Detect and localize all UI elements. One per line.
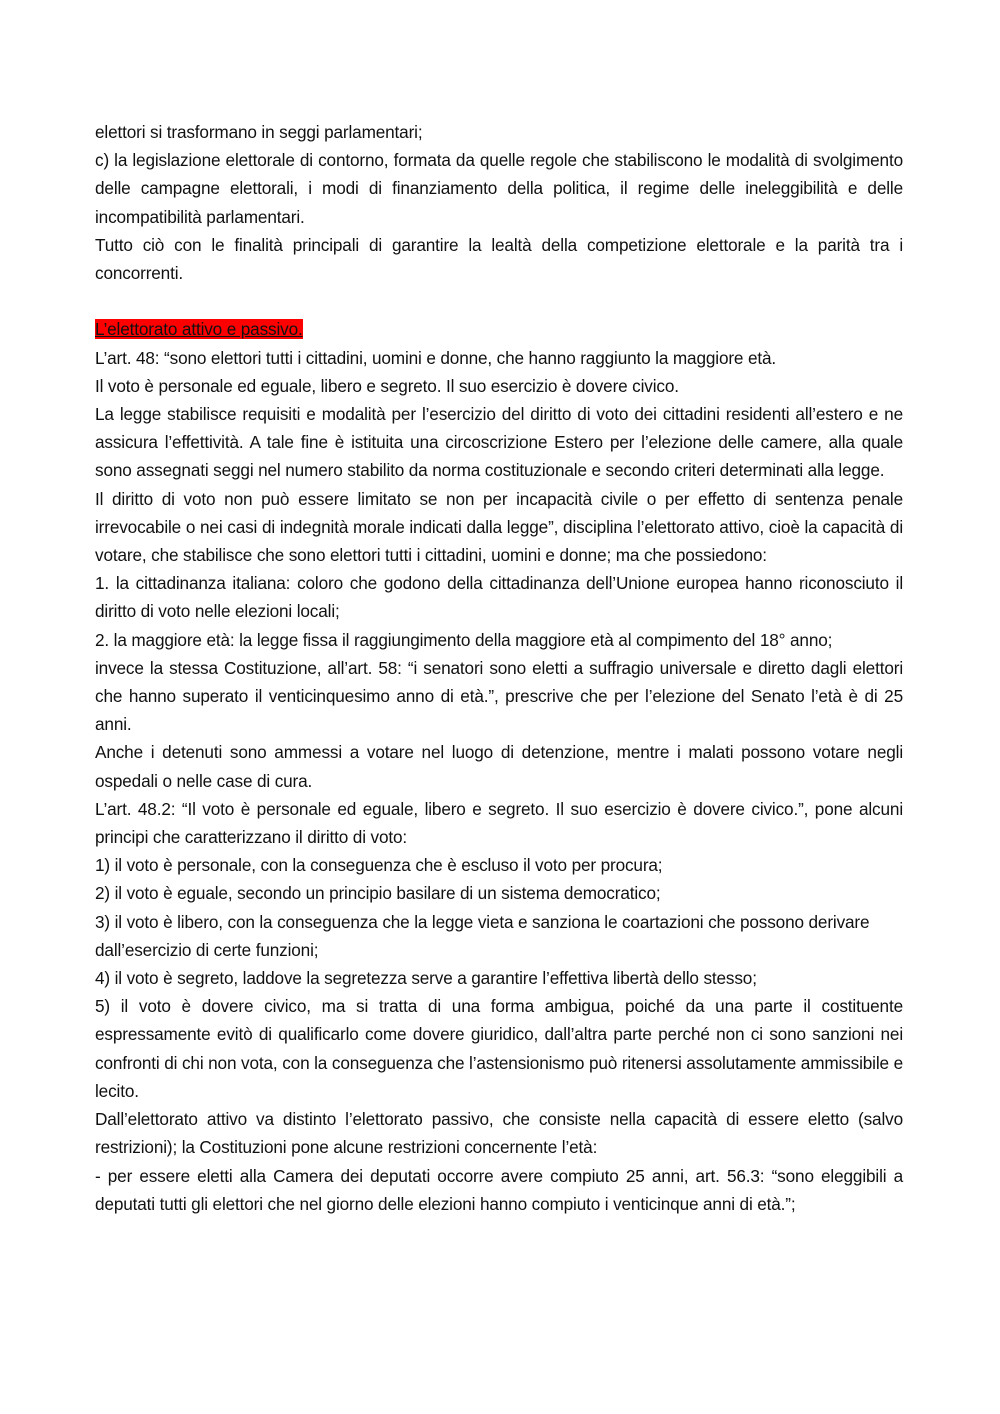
paragraph-principle-1: 1) il voto è personale, con la conseguenza che è escluso il voto per procura; (95, 855, 663, 876)
paragraph-principle-4: 4) il voto è segreto, laddove la segretezza serve a garantire l’effettiva libertà dello stesso; (95, 968, 757, 989)
paragraph-elettorato-passivo: Dall’elettorato attivo va distinto l’elettorato passivo, che consiste nella capacità di essere eletto (salvo restrizioni); la Costituzioni pone alcune restrizioni concernente l’età: (95, 1109, 903, 1158)
paragraph-art48: L’art. 48: “sono elettori tutti i cittadini, uomini e donne, che hanno raggiunto la maggiore età. (95, 347, 777, 368)
paragraph-list-2: 2. la maggiore età: la legge fissa il raggiungimento della maggiore età al compimento del 18° anno; (95, 629, 833, 650)
section-heading (95, 315, 903, 343)
paragraph-voto-personale: Il voto è personale ed eguale, libero e segreto. Il suo esercizio è dovere civico. (95, 375, 679, 396)
paragraph-art48-2: L’art. 48.2: “Il voto è personale ed eguale, libero e segreto. Il suo esercizio è dovere civico.”, pone alcuni principi che caratterizzano il diritto di voto: (95, 798, 903, 848)
paragraph-camera-deputati: - per essere eletti alla Camera dei deputati occorre avere compiuto 25 anni, art. 56.3: “sono eleggibili a deputati tutti gli elettori che nel giorno delle elezioni hanno compiuto i venticinque anni di età.”; (95, 1165, 903, 1214)
section-heading-text: L’elettorato attivo e passivo. (95, 319, 303, 340)
paragraph-estero: La legge stabilisce requisiti e modalità per l’esercizio del diritto di voto dei cittadini residenti all’estero e ne assicura l’effettività. A tale fine è istituita una circoscrizione Estero per l’elezione delle camere, alla quale sono assegnati seggi nel numero stabilito da norma costituzionale e secondo criteri determinati alla legge. (95, 404, 903, 481)
paragraph-detenuti: Anche i detenuti sono ammessi a votare nel luogo di detenzione, mentre i malati possono votare negli ospedali o nelle case di cura. (95, 742, 903, 791)
paragraph-principle-2: 2) il voto è eguale, secondo un principio basilare di un sistema democratico; (95, 883, 661, 904)
paragraph-list-1: 1. la cittadinanza italiana: coloro che godono della cittadinanza dell’Unione europea hanno riconosciuto il diritto di voto nelle elezioni locali; (95, 573, 903, 622)
paragraph-art58: invece la stessa Costituzione, all’art. 58: “i senatori sono eletti a suffragio universale e diretto dagli elettori che hanno superato il venticinquesimo anno di età.”, prescrive che per l’elezione del Senato l’età è di 25 anni. (95, 657, 903, 735)
paragraph-diritto-voto: Il diritto di voto non può essere limitato se non per incapacità civile o per effetto di sentenza penale irrevocabile o nei casi di indegnità morale indicati dalla legge”, disciplina l’elettorato attivo, cioè la capacità di votare, che stabilisce che sono elettori tutti i cittadini, uomini e donne; ma che possiedono: (95, 488, 903, 566)
paragraph-principle-3: 3) il voto è libero, con la conseguenza che la legge vieta e sanziona le coartazioni che possono derivare dall’esercizio di certe funzioni; (95, 911, 870, 960)
paragraph-continuation: elettori si trasformano in seggi parlamentari; (95, 122, 423, 142)
paragraph-purpose: Tutto ciò con le finalità principali di garantire la lealtà della competizione elettorale e la parità tra i concorrenti. (95, 234, 903, 284)
document-page (95, 118, 903, 1218)
blank-line (95, 287, 903, 315)
paragraph-item-c: c) la legislazione elettorale di contorno, formata da quelle regole che stabiliscono le modalità di svolgimento delle campagne elettorali, i modi di finanziamento della politica, il regime delle ineleggibilità e delle incompatibilità parlamentari. (95, 150, 903, 227)
paragraph-principle-5: 5) il voto è dovere civico, ma si tratta di una forma ambigua, poiché da una parte il costituente espressamente evitò di qualificarlo come dovere giuridico, dall’altra parte perché non ci sono sanzioni nei confronti di chi non vota, con la conseguenza che l’astensionismo può ritenersi assolutamente ammissibile e lecito. (95, 996, 903, 1101)
